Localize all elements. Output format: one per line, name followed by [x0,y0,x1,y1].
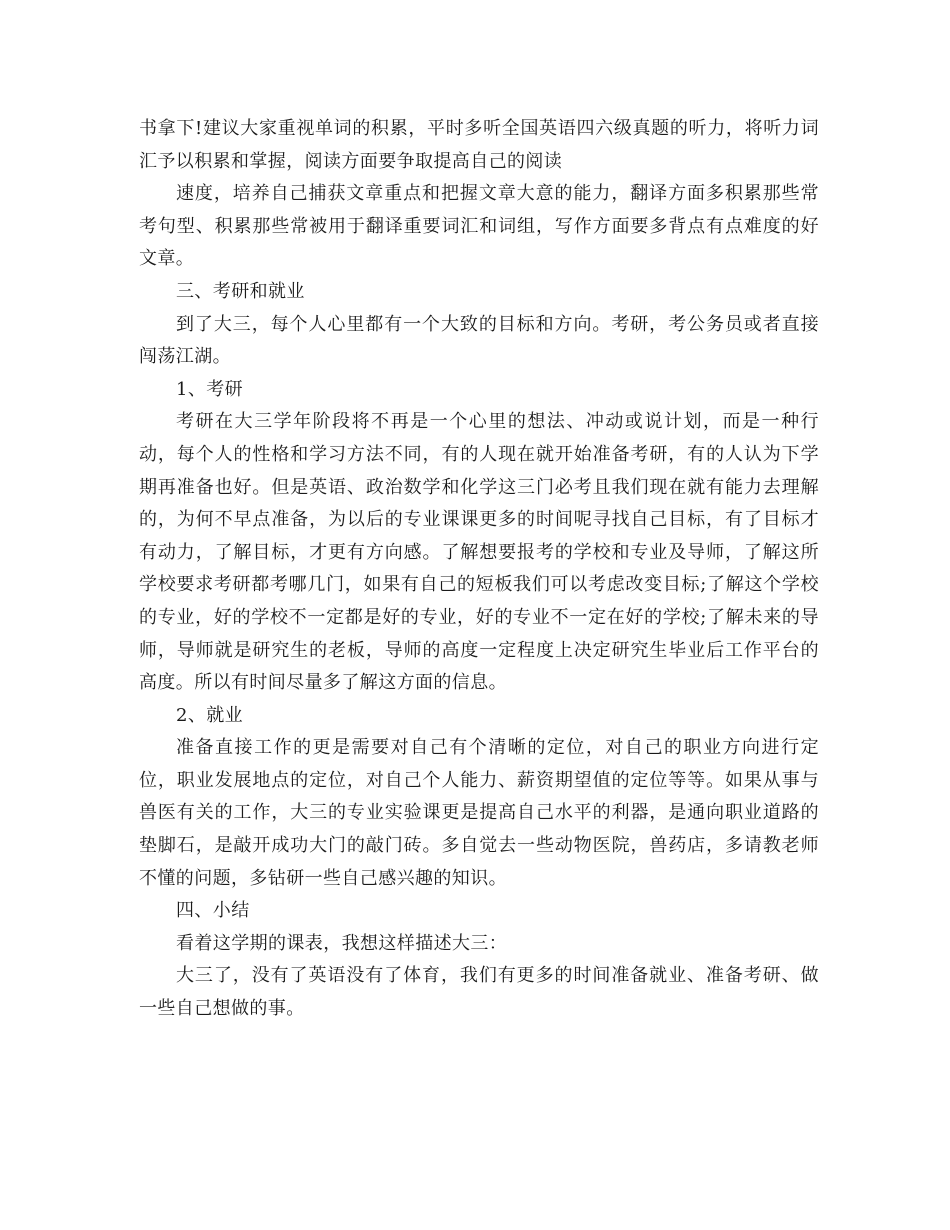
section-heading: 三、考研和就业 [176,280,305,302]
paragraph: 速度，培养自己捕获文章重点和把握文章大意的能力，翻译方面多积累那些常考句型、积累那些常被用于翻译重要词汇和词组，写作方面要多背点有点难度的好文章。 [139,183,819,270]
paragraph: 看着这学期的课表，我想这样描述大三： [176,932,508,954]
paragraph: 考研在大三学年阶段将不再是一个心里的想法、冲动或说计划，而是一种行动，每个人的性格和学习方法不同，有的人现在就开始准备考研，有的人认为下学期再准备也好。但是英语、政治数学和化学这三门必考且我们现在就有能力去理解的，为何不早点准备，为以后的专业课课更多的时间呢寻找自己目标，有了目标才有动力，了解目标，才更有方向感。了解想要报考的学校和专业及导师，了解这所学校要求考研都考哪几门，如果有自己的短板我们可以考虑改变目标;了解这个学校的专业，好的学校不一定都是好的专业，好的专业不一定在好的学校;了解未来的导师，导师就是研究生的老板，导师的高度一定程度上决定研究生毕业后工作平台的高度。所以有时间尽量多了解这方面的信息。 [139,411,819,694]
paragraph: 准备直接工作的更是需要对自己有个清晰的定位，对自己的职业方向进行定位，职业发展地点的定位，对自己个人能力、薪资期望值的定位等等。如果从事与兽医有关的工作，大三的专业实验课更是提高自己水平的利器，是通向职业道路的垫脚石，是敲开成功大门的敲门砖。多自觉去一些动物医院，兽药店，多请教老师不懂的问题，多钻研一些自己感兴趣的知识。 [139,737,819,889]
paragraph: 书拿下!建议大家重视单词的积累，平时多听全国英语四六级真题的听力，将听力词汇予以积累和掌握，阅读方面要争取提高自己的阅读 [139,118,819,172]
subsection-heading: 1、考研 [176,378,244,400]
subsection-heading: 2、就业 [176,704,244,726]
paragraph: 大三了，没有了英语没有了体育，我们有更多的时间准备就业、准备考研、做一些自己想做的事。 [139,965,819,1020]
paragraph: 到了大三，每个人心里都有一个大致的目标和方向。考研，考公务员或者直接闯荡江湖。 [139,313,819,368]
document-body [139,113,819,1026]
section-heading: 四、小结 [176,900,250,922]
